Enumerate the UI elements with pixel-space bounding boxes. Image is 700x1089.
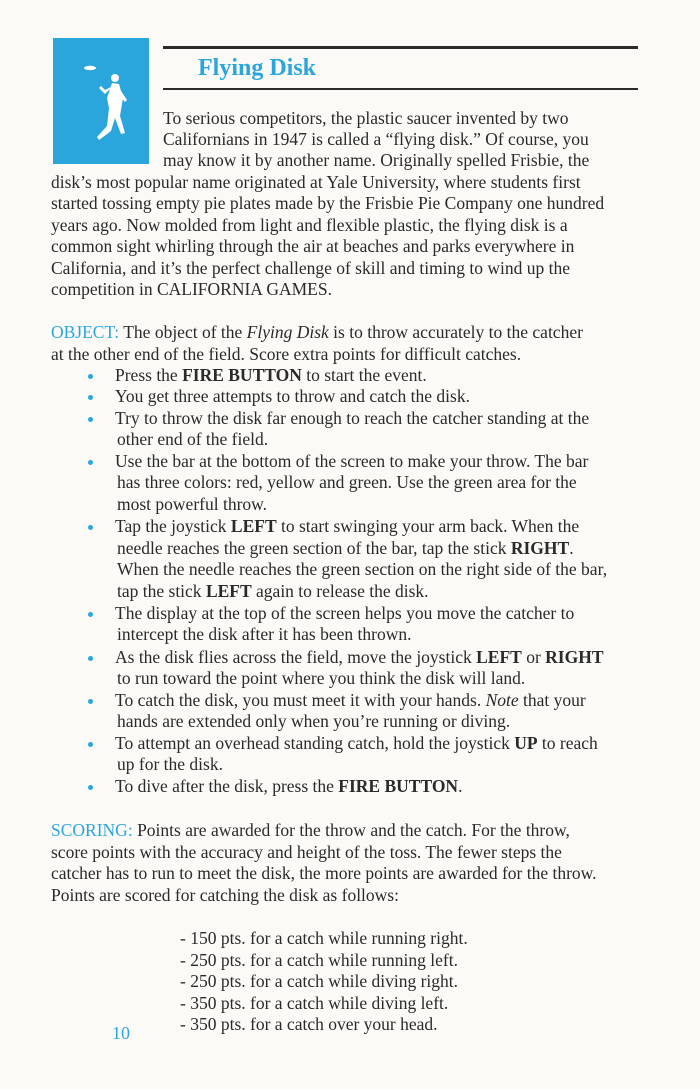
frisbee-thrower-icon [53, 38, 149, 164]
intro-line: started tossing empty pie plates made by the Frisbie Pie Company one hundred [51, 193, 605, 213]
intro-line: To serious competitors, the plastic saucer invented by two [163, 108, 569, 128]
bullet-item: Tap the joystick LEFT to start swinging your arm back. When the [115, 516, 580, 536]
bullet-item: As the disk flies across the field, move the joystick LEFT or RIGHT [115, 647, 604, 667]
bullet-dot [88, 699, 93, 704]
bullet-item: You get three attempts to throw and catch the disk. [115, 386, 470, 406]
bullet-item: The display at the top of the screen helps you move the catcher to [115, 603, 575, 623]
score-list-item: - 250 pts. for a catch while diving right. [180, 971, 458, 991]
bullet-item: To dive after the disk, press the FIRE BUTTON. [115, 776, 463, 796]
object-heading: OBJECT: [51, 322, 120, 342]
object-paragraph-line: OBJECT: The object of the Flying Disk is to throw accurately to the catcher [51, 322, 583, 342]
section-title: Flying Disk [198, 55, 317, 81]
bullet-item-cont: When the needle reaches the green section on the right side of the bar, [117, 559, 608, 579]
intro-line: disk’s most popular name originated at Yale University, where students first [51, 172, 581, 192]
intro-line: California, and it’s the perfect challenge of skill and timing to wind up the [51, 258, 571, 278]
bullet-dot [88, 395, 93, 400]
header-rule-top [163, 46, 638, 49]
bullet-item-cont: hands are extended only when you’re running or diving. [117, 711, 511, 731]
bullet-item: To attempt an overhead standing catch, hold the joystick UP to reach [115, 733, 598, 753]
score-list-item: - 350 pts. for a catch over your head. [180, 1014, 438, 1034]
bullet-item: Try to throw the disk far enough to reach the catcher standing at the [115, 408, 590, 428]
bullet-dot [88, 785, 93, 790]
header-rule-bottom [163, 88, 638, 90]
intro-line: common sight whirling through the air at beaches and parks everywhere in [51, 236, 575, 256]
scoring-paragraph-line: Points are scored for catching the disk as follows: [51, 885, 399, 905]
bullet-item-cont: other end of the field. [117, 429, 269, 449]
bullet-item-cont: tap the stick LEFT again to release the disk. [117, 581, 429, 601]
intro-line: Californians in 1947 is called a “flying disk.” Of course, you [163, 129, 589, 149]
bullet-item-cont: intercept the disk after it has been thrown. [117, 624, 412, 644]
bullet-dot [88, 460, 93, 465]
bullet-item-cont: most powerful throw. [117, 494, 268, 514]
bullet-item-cont: needle reaches the green section of the bar, tap the stick RIGHT. [117, 538, 574, 558]
bullet-item-cont: has three colors: red, yellow and green. Use the green area for the [117, 472, 577, 492]
bullet-dot [88, 612, 93, 617]
bullet-item-cont: to run toward the point where you think the disk will land. [117, 668, 526, 688]
score-list-item: - 250 pts. for a catch while running left. [180, 950, 458, 970]
scoring-heading: SCORING: [51, 820, 133, 840]
bullet-dot [88, 417, 93, 422]
bullet-item: Use the bar at the bottom of the screen to make your throw. The bar [115, 451, 589, 471]
scoring-paragraph-line: catcher has to run to meet the disk, the more points are awarded for the throw. [51, 863, 597, 883]
bullet-item-cont: up for the disk. [117, 754, 223, 774]
object-paragraph-line: at the other end of the field. Score extra points for difficult catches. [51, 344, 522, 364]
bullet-item: Press the FIRE BUTTON to start the event. [115, 365, 427, 385]
bullet-dot [88, 525, 93, 530]
intro-line: may know it by another name. Originally spelled Frisbie, the [163, 150, 590, 170]
bullet-item: To catch the disk, you must meet it with your hands. Note that your [115, 690, 586, 710]
page-number: 10 [112, 1023, 130, 1043]
scoring-paragraph-line: SCORING: Points are awarded for the throw and the catch. For the throw, [51, 820, 570, 840]
intro-line: competition in CALIFORNIA GAMES. [51, 279, 332, 299]
score-list-item: - 150 pts. for a catch while running right. [180, 928, 468, 948]
scoring-paragraph-line: score points with the accuracy and height of the toss. The fewer steps the [51, 842, 562, 862]
bullet-dot [88, 656, 93, 661]
intro-line: years ago. Now molded from light and flexible plastic, the flying disk is a [51, 215, 568, 235]
score-list-item: - 350 pts. for a catch while diving left. [180, 993, 449, 1013]
bullet-dot [88, 374, 93, 379]
bullet-dot [88, 742, 93, 747]
